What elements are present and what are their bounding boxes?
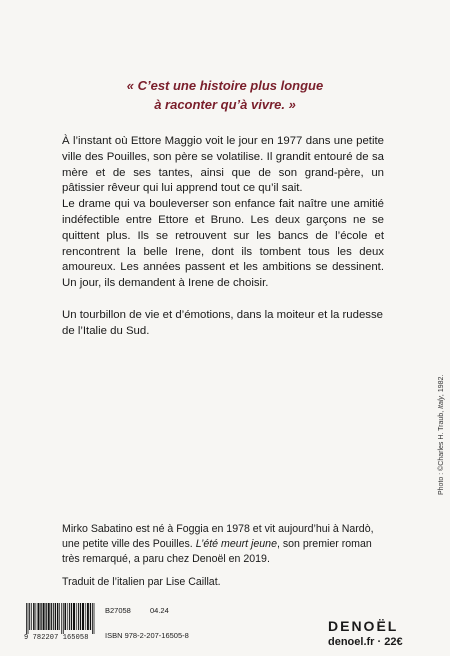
photo-credit-suffix: , 1982. — [438, 374, 445, 397]
translator-credit: Traduit de l’italien par Lise Caillat. — [62, 576, 221, 588]
barcode-bar — [31, 603, 32, 630]
barcode-bar — [28, 603, 29, 634]
barcode-bar — [59, 603, 60, 630]
barcode-bar — [57, 603, 59, 630]
blurb-paragraph-1: À l’instant où Ettore Maggio voit le jour en 1977 dans une petite ville des Pouilles, son père se volatilise. Il grandit entouré de sa mère et de ses tantes, ainsi que de son grand-père, un pâtissier rêveur qui lui apprend tout ce qu’il sait. — [62, 135, 384, 195]
barcode-bar — [53, 603, 54, 630]
blurb-paragraph-3: Un tourbillon de vie et d’émotions, dans la moiteur et la rudesse de l’Italie du Sud. — [62, 308, 384, 337]
barcode-bar — [67, 603, 68, 630]
barcode-bar — [55, 603, 56, 630]
barcode-bar — [78, 603, 79, 630]
print-date: 04.24 — [150, 606, 169, 615]
photo-credit-title: Italy — [438, 396, 445, 409]
bio-text-2: , son premier roman très remarqué, a paru chez Denoël en 2019. — [62, 538, 372, 565]
barcode-bar — [63, 603, 64, 634]
publisher-logo: DENOËL — [328, 618, 399, 634]
barcode-bar — [33, 603, 35, 630]
barcode-block — [24, 603, 242, 648]
photo-credit-prefix: Photo : ©Charles H. Traub, — [438, 408, 445, 495]
bio-text-1: Mirko Sabatino est né à Foggia en 1978 et vit aujourd’hui à Nardò, une petite ville des Pouilles. — [62, 523, 374, 550]
barcode — [24, 603, 104, 634]
barcode-bar — [51, 603, 52, 630]
barcode-bar — [29, 603, 30, 630]
barcode-bar — [92, 603, 93, 634]
publisher-site-price: denoel.fr · 22€ — [328, 636, 403, 648]
barcode-bar — [46, 603, 47, 630]
barcode-bar — [65, 603, 67, 630]
barcode-bar — [40, 603, 41, 630]
barcode-bar — [85, 603, 86, 630]
barcode-bar — [26, 603, 27, 634]
author-bio — [62, 522, 390, 567]
book-blurb — [62, 134, 384, 340]
barcode-bar — [76, 603, 77, 630]
barcode-digits: 9 782207 165058 — [24, 634, 89, 642]
barcode-bar — [90, 603, 91, 630]
barcode-bar — [80, 603, 81, 630]
isbn: ISBN 978-2-207-16505-8 — [105, 631, 189, 640]
barcode-bar — [73, 603, 75, 630]
pull-quote-line-1: « C’est une histoire plus longue — [126, 78, 324, 93]
barcode-bar — [87, 603, 89, 630]
product-code: B27058 — [105, 606, 131, 615]
photo-credit — [438, 375, 445, 495]
pull-quote-line-2: à raconter qu’à vivre. » — [154, 97, 296, 112]
barcode-bar — [43, 603, 45, 630]
barcode-bar — [36, 603, 37, 630]
barcode-bar — [38, 603, 40, 630]
barcode-bar — [82, 603, 84, 630]
barcode-bar — [61, 603, 62, 634]
barcode-bar — [48, 603, 50, 630]
blurb-paragraph-2: Le drame qui va bouleverser son enfance fait naître une amitié indéfectible entre Ettore et Bruno. Les deux garçons ne se quittent plus. Ils se retrouvent sur les bancs de l’école et rencontrent la belle Irene, dont ils tombent tous les deux amoureux. Les années passent et les ambitions se dessinent. Un jour, ils demandent à Irene de choisir. — [62, 198, 384, 290]
barcode-bar — [71, 603, 72, 630]
previous-novel-title: L’été meurt jeune — [195, 538, 277, 550]
pull-quote — [0, 76, 450, 114]
barcode-bar — [69, 603, 70, 630]
barcode-bar — [94, 603, 95, 634]
